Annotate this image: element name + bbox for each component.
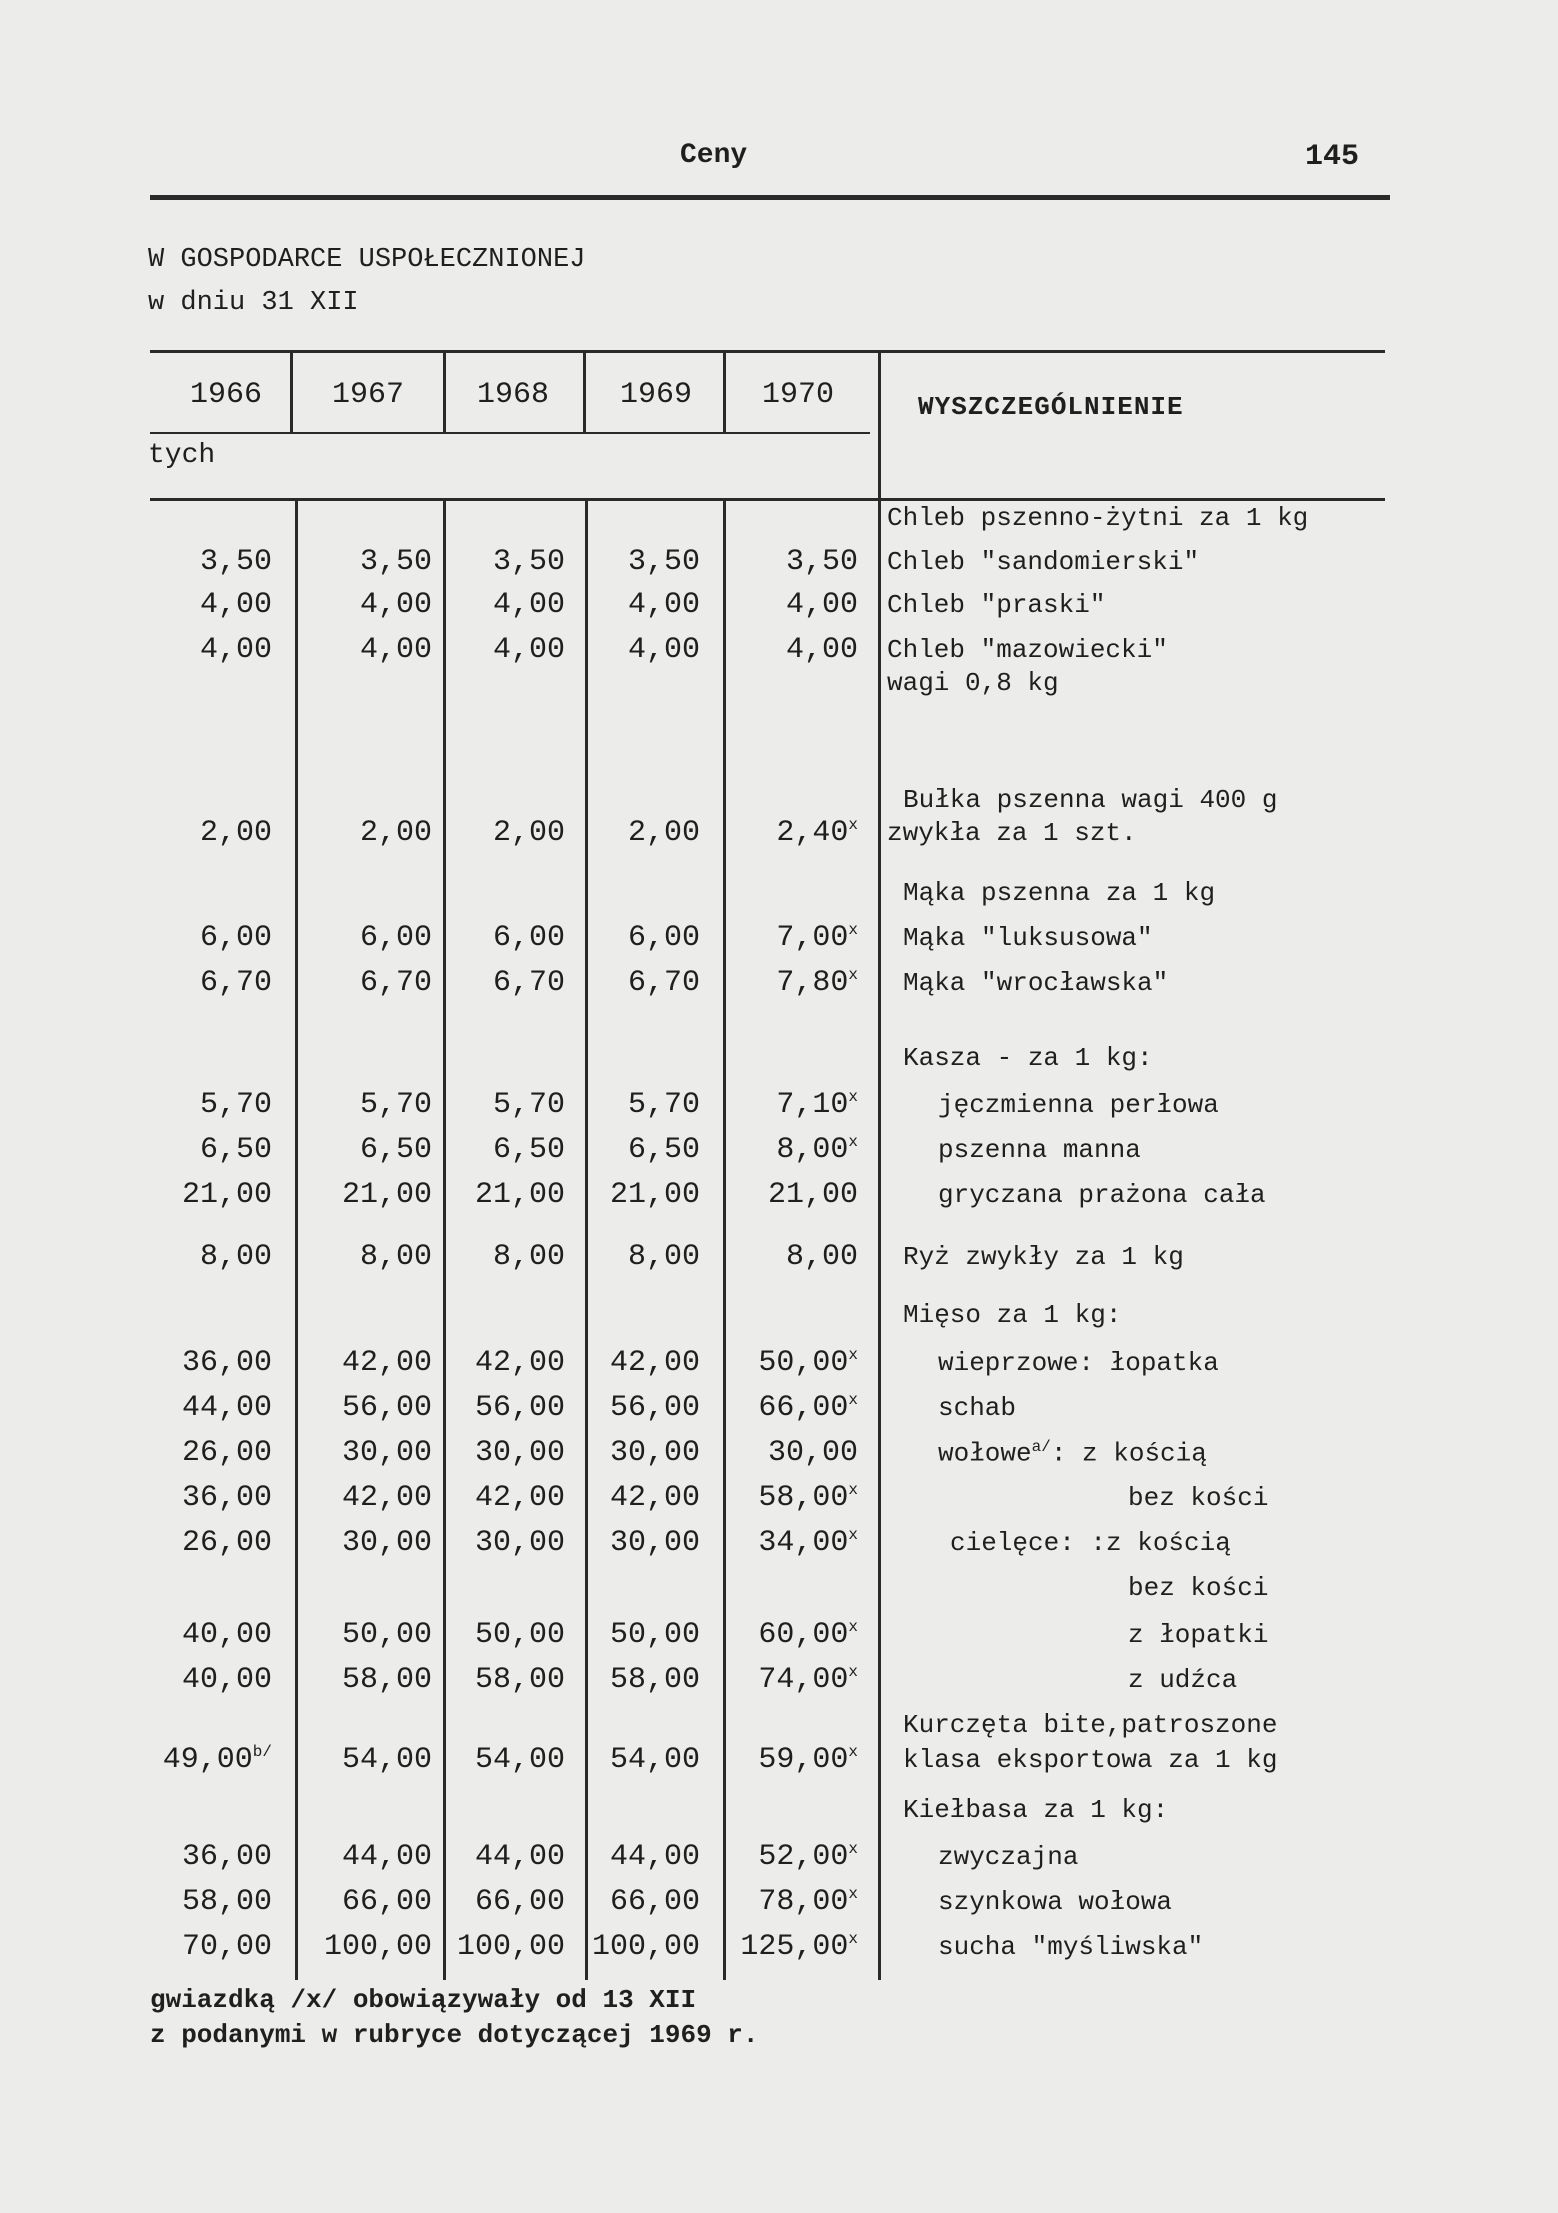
price-cell: 58,00 (181, 1885, 272, 1919)
change-marker: x (848, 1618, 858, 1636)
price-cell: 40,00 (181, 1663, 272, 1697)
change-marker: x (848, 1133, 858, 1151)
price-cell: 74,00$^x$ (758, 1663, 858, 1697)
price-cell: 30,00 (341, 1436, 432, 1470)
price-cell: 50,00 (609, 1618, 700, 1652)
item-description: Bułka pszenna wagi 400 g (903, 785, 1278, 815)
header-rule (150, 195, 1390, 200)
footnote-line-2: z podanymi w rubryce dotyczącej 1969 r. (150, 2020, 759, 2050)
price-cell: 6,70 (359, 966, 432, 1000)
price-cell: 6,00 (199, 921, 272, 955)
price-cell: 42,00 (609, 1346, 700, 1380)
price-cell: 30,00 (474, 1526, 565, 1560)
price-cell: 2,40$^x$ (776, 816, 858, 850)
price-cell: 34,00$^x$ (758, 1526, 858, 1560)
price-cell: 8,00 (627, 1240, 700, 1274)
price-cell: 6,70 (627, 966, 700, 1000)
price-cell: 3,50 (785, 545, 858, 579)
item-description: Chleb "praski" (887, 590, 1106, 620)
price-cell: 5,70 (359, 1088, 432, 1122)
price-cell: 6,50 (359, 1133, 432, 1167)
price-cell: 21,00 (474, 1178, 565, 1212)
item-description: zwykła za 1 szt. (887, 818, 1137, 848)
price-cell: 3,50 (492, 545, 565, 579)
price-cell: 100,00 (591, 1930, 700, 1964)
change-marker: x (848, 1840, 858, 1858)
price-cell: 7,10$^x$ (776, 1088, 858, 1122)
item-description: sucha "myśliwska" (938, 1932, 1204, 1962)
price-cell: 6,00 (627, 921, 700, 955)
year-header: 1969 (619, 378, 692, 412)
price-cell: 54,00 (474, 1743, 565, 1777)
price-cell: 7,00$^x$ (776, 921, 858, 955)
price-cell: 44,00 (609, 1840, 700, 1874)
price-cell: 40,00 (181, 1618, 272, 1652)
price-cell: 30,00 (609, 1436, 700, 1470)
page-number: 145 (1305, 140, 1360, 174)
change-marker: x (848, 1930, 858, 1948)
price-cell: 7,80$^x$ (776, 966, 858, 1000)
item-description: z udźca (1128, 1665, 1238, 1695)
item-description: bez kości (1128, 1573, 1269, 1603)
price-cell: 8,00 (492, 1240, 565, 1274)
price-cell: 54,00 (609, 1743, 700, 1777)
subtitle-line-1: W GOSPODARCE USPOŁECZNIONEJ (148, 245, 586, 275)
price-cell: 66,00 (474, 1885, 565, 1919)
change-marker: x (848, 1663, 858, 1681)
column-divider (585, 500, 588, 1980)
price-cell: 36,00 (181, 1481, 272, 1515)
price-cell: 4,00 (199, 588, 272, 622)
change-marker: x (848, 1743, 858, 1761)
price-cell: 3,50 (627, 545, 700, 579)
price-cell: 26,00 (181, 1526, 272, 1560)
price-cell: 58,00$^x$ (758, 1481, 858, 1515)
price-cell: 56,00 (341, 1391, 432, 1425)
price-cell: 44,00 (181, 1391, 272, 1425)
price-cell: 2,00 (359, 816, 432, 850)
item-description: cielęce: :z kością (950, 1528, 1231, 1558)
price-cell: 50,00$^x$ (758, 1346, 858, 1380)
change-marker: x (848, 1885, 858, 1903)
price-cell: 59,00$^x$ (758, 1743, 858, 1777)
price-cell: 42,00 (609, 1481, 700, 1515)
item-description: Kiełbasa za 1 kg: (903, 1795, 1169, 1825)
price-cell: 4,00 (199, 633, 272, 667)
price-cell: 4,00 (492, 588, 565, 622)
item-description: Chleb pszenno-żytni za 1 kg (887, 503, 1309, 533)
item-description: gryczana prażona cała (938, 1180, 1266, 1210)
price-cell: 6,50 (492, 1133, 565, 1167)
change-marker: x (848, 966, 858, 984)
price-cell: 4,00 (785, 588, 858, 622)
price-cell: 125,00$^x$ (740, 1930, 858, 1964)
price-cell: 58,00 (341, 1663, 432, 1697)
price-cell: 8,00 (785, 1240, 858, 1274)
price-cell: 6,50 (627, 1133, 700, 1167)
price-cell: 6,00 (359, 921, 432, 955)
price-cell: 100,00 (456, 1930, 565, 1964)
item-description: Kurczęta bite,patroszone (903, 1710, 1278, 1740)
price-cell: 8,00 (359, 1240, 432, 1274)
item-description: wołowe$^{a/}$: z kością (938, 1438, 1207, 1469)
price-cell: 100,00 (323, 1930, 432, 1964)
price-cell: 3,50 (199, 545, 272, 579)
item-description: jęczmienna perłowa (938, 1090, 1219, 1120)
item-description: Mięso za 1 kg: (903, 1300, 1122, 1330)
price-cell: 42,00 (474, 1481, 565, 1515)
price-cell: 66,00 (341, 1885, 432, 1919)
change-marker: x (848, 1391, 858, 1409)
footnote-marker: b/ (252, 1743, 272, 1761)
price-cell: 58,00 (474, 1663, 565, 1697)
price-cell: 44,00 (474, 1840, 565, 1874)
price-cell: 8,00 (199, 1240, 272, 1274)
column-divider (295, 500, 298, 1980)
table-top-rule (150, 350, 1385, 353)
price-cell: 5,70 (199, 1088, 272, 1122)
column-divider (443, 500, 446, 1980)
item-description: Kasza - za 1 kg: (903, 1043, 1153, 1073)
subtitle-line-2: w dniu 31 XII (148, 288, 359, 318)
change-marker: x (848, 1088, 858, 1106)
price-cell: 6,00 (492, 921, 565, 955)
item-description: Mąka "luksusowa" (903, 923, 1153, 953)
price-cell: 30,00 (767, 1436, 858, 1470)
price-cell: 66,00 (609, 1885, 700, 1919)
price-cell: 54,00 (341, 1743, 432, 1777)
column-divider (723, 500, 726, 1980)
item-description: pszenna manna (938, 1135, 1141, 1165)
price-cell: 4,00 (359, 633, 432, 667)
price-cell: 26,00 (181, 1436, 272, 1470)
price-cell: 21,00 (609, 1178, 700, 1212)
item-description: wieprzowe: łopatka (938, 1348, 1219, 1378)
item-description: Ryż zwykły za 1 kg (903, 1242, 1184, 1272)
change-marker: x (848, 1526, 858, 1544)
partial-header: tych (148, 440, 216, 471)
price-cell: 30,00 (474, 1436, 565, 1470)
item-description: Chleb "mazowiecki" (887, 635, 1168, 665)
price-cell: 58,00 (609, 1663, 700, 1697)
price-cell: 21,00 (341, 1178, 432, 1212)
year-header: 1966 (189, 378, 262, 412)
item-description: z łopatki (1128, 1620, 1269, 1650)
price-cell: 5,70 (492, 1088, 565, 1122)
year-header-rule (150, 432, 870, 434)
item-description: klasa eksportowa za 1 kg (903, 1745, 1278, 1775)
price-cell: 21,00 (181, 1178, 272, 1212)
price-cell: 8,00$^x$ (776, 1133, 858, 1167)
price-cell: 70,00 (181, 1930, 272, 1964)
price-cell: 30,00 (609, 1526, 700, 1560)
price-cell: 6,70 (492, 966, 565, 1000)
item-description: Chleb "sandomierski" (887, 547, 1200, 577)
price-cell: 2,00 (199, 816, 272, 850)
price-cell: $49,00^{b/}$ (162, 1743, 272, 1777)
year-header: 1970 (761, 378, 834, 412)
price-cell: 21,00 (767, 1178, 858, 1212)
price-cell: 4,00 (492, 633, 565, 667)
item-description: Mąka "wrocławska" (903, 968, 1169, 998)
price-cell: 6,50 (199, 1133, 272, 1167)
price-cell: 56,00 (609, 1391, 700, 1425)
change-marker: x (848, 1481, 858, 1499)
price-cell: 5,70 (627, 1088, 700, 1122)
price-cell: 36,00 (181, 1840, 272, 1874)
change-marker: x (848, 1346, 858, 1364)
price-cell: 50,00 (341, 1618, 432, 1652)
item-description: bez kości (1128, 1483, 1269, 1513)
price-cell: 4,00 (627, 588, 700, 622)
item-description: Mąka pszenna za 1 kg (903, 878, 1216, 908)
description-header: WYSZCZEGÓLNIENIE (918, 392, 1184, 422)
item-description: wagi 0,8 kg (887, 668, 1059, 698)
price-cell: 30,00 (341, 1526, 432, 1560)
price-cell: 3,50 (359, 545, 432, 579)
price-cell: 78,00$^x$ (758, 1885, 858, 1919)
change-marker: x (848, 921, 858, 939)
description-divider (878, 350, 881, 1980)
price-cell: 42,00 (341, 1481, 432, 1515)
item-description: szynkowa wołowa (938, 1887, 1173, 1917)
price-cell: 60,00$^x$ (758, 1618, 858, 1652)
price-cell: 2,00 (492, 816, 565, 850)
price-cell: 52,00$^x$ (758, 1840, 858, 1874)
footnote-marker: a/ (1031, 1438, 1051, 1456)
item-description: zwyczajna (938, 1842, 1079, 1872)
price-cell: 4,00 (359, 588, 432, 622)
price-cell: 4,00 (627, 633, 700, 667)
header-bottom-rule (150, 498, 1385, 501)
year-header: 1968 (476, 378, 549, 412)
price-cell: 50,00 (474, 1618, 565, 1652)
change-marker: x (848, 816, 858, 834)
price-cell: 4,00 (785, 633, 858, 667)
price-cell: 42,00 (474, 1346, 565, 1380)
price-cell: 44,00 (341, 1840, 432, 1874)
price-cell: 2,00 (627, 816, 700, 850)
footnote-line-1: gwiazdką /x/ obowiązywały od 13 XII (150, 1985, 697, 2015)
running-head-title: Ceny (680, 140, 748, 171)
item-description: schab (938, 1393, 1017, 1423)
price-cell: 36,00 (181, 1346, 272, 1380)
year-header: 1967 (331, 378, 404, 412)
price-cell: 56,00 (474, 1391, 565, 1425)
price-cell: 66,00$^x$ (758, 1391, 858, 1425)
price-cell: 6,70 (199, 966, 272, 1000)
price-cell: 42,00 (341, 1346, 432, 1380)
